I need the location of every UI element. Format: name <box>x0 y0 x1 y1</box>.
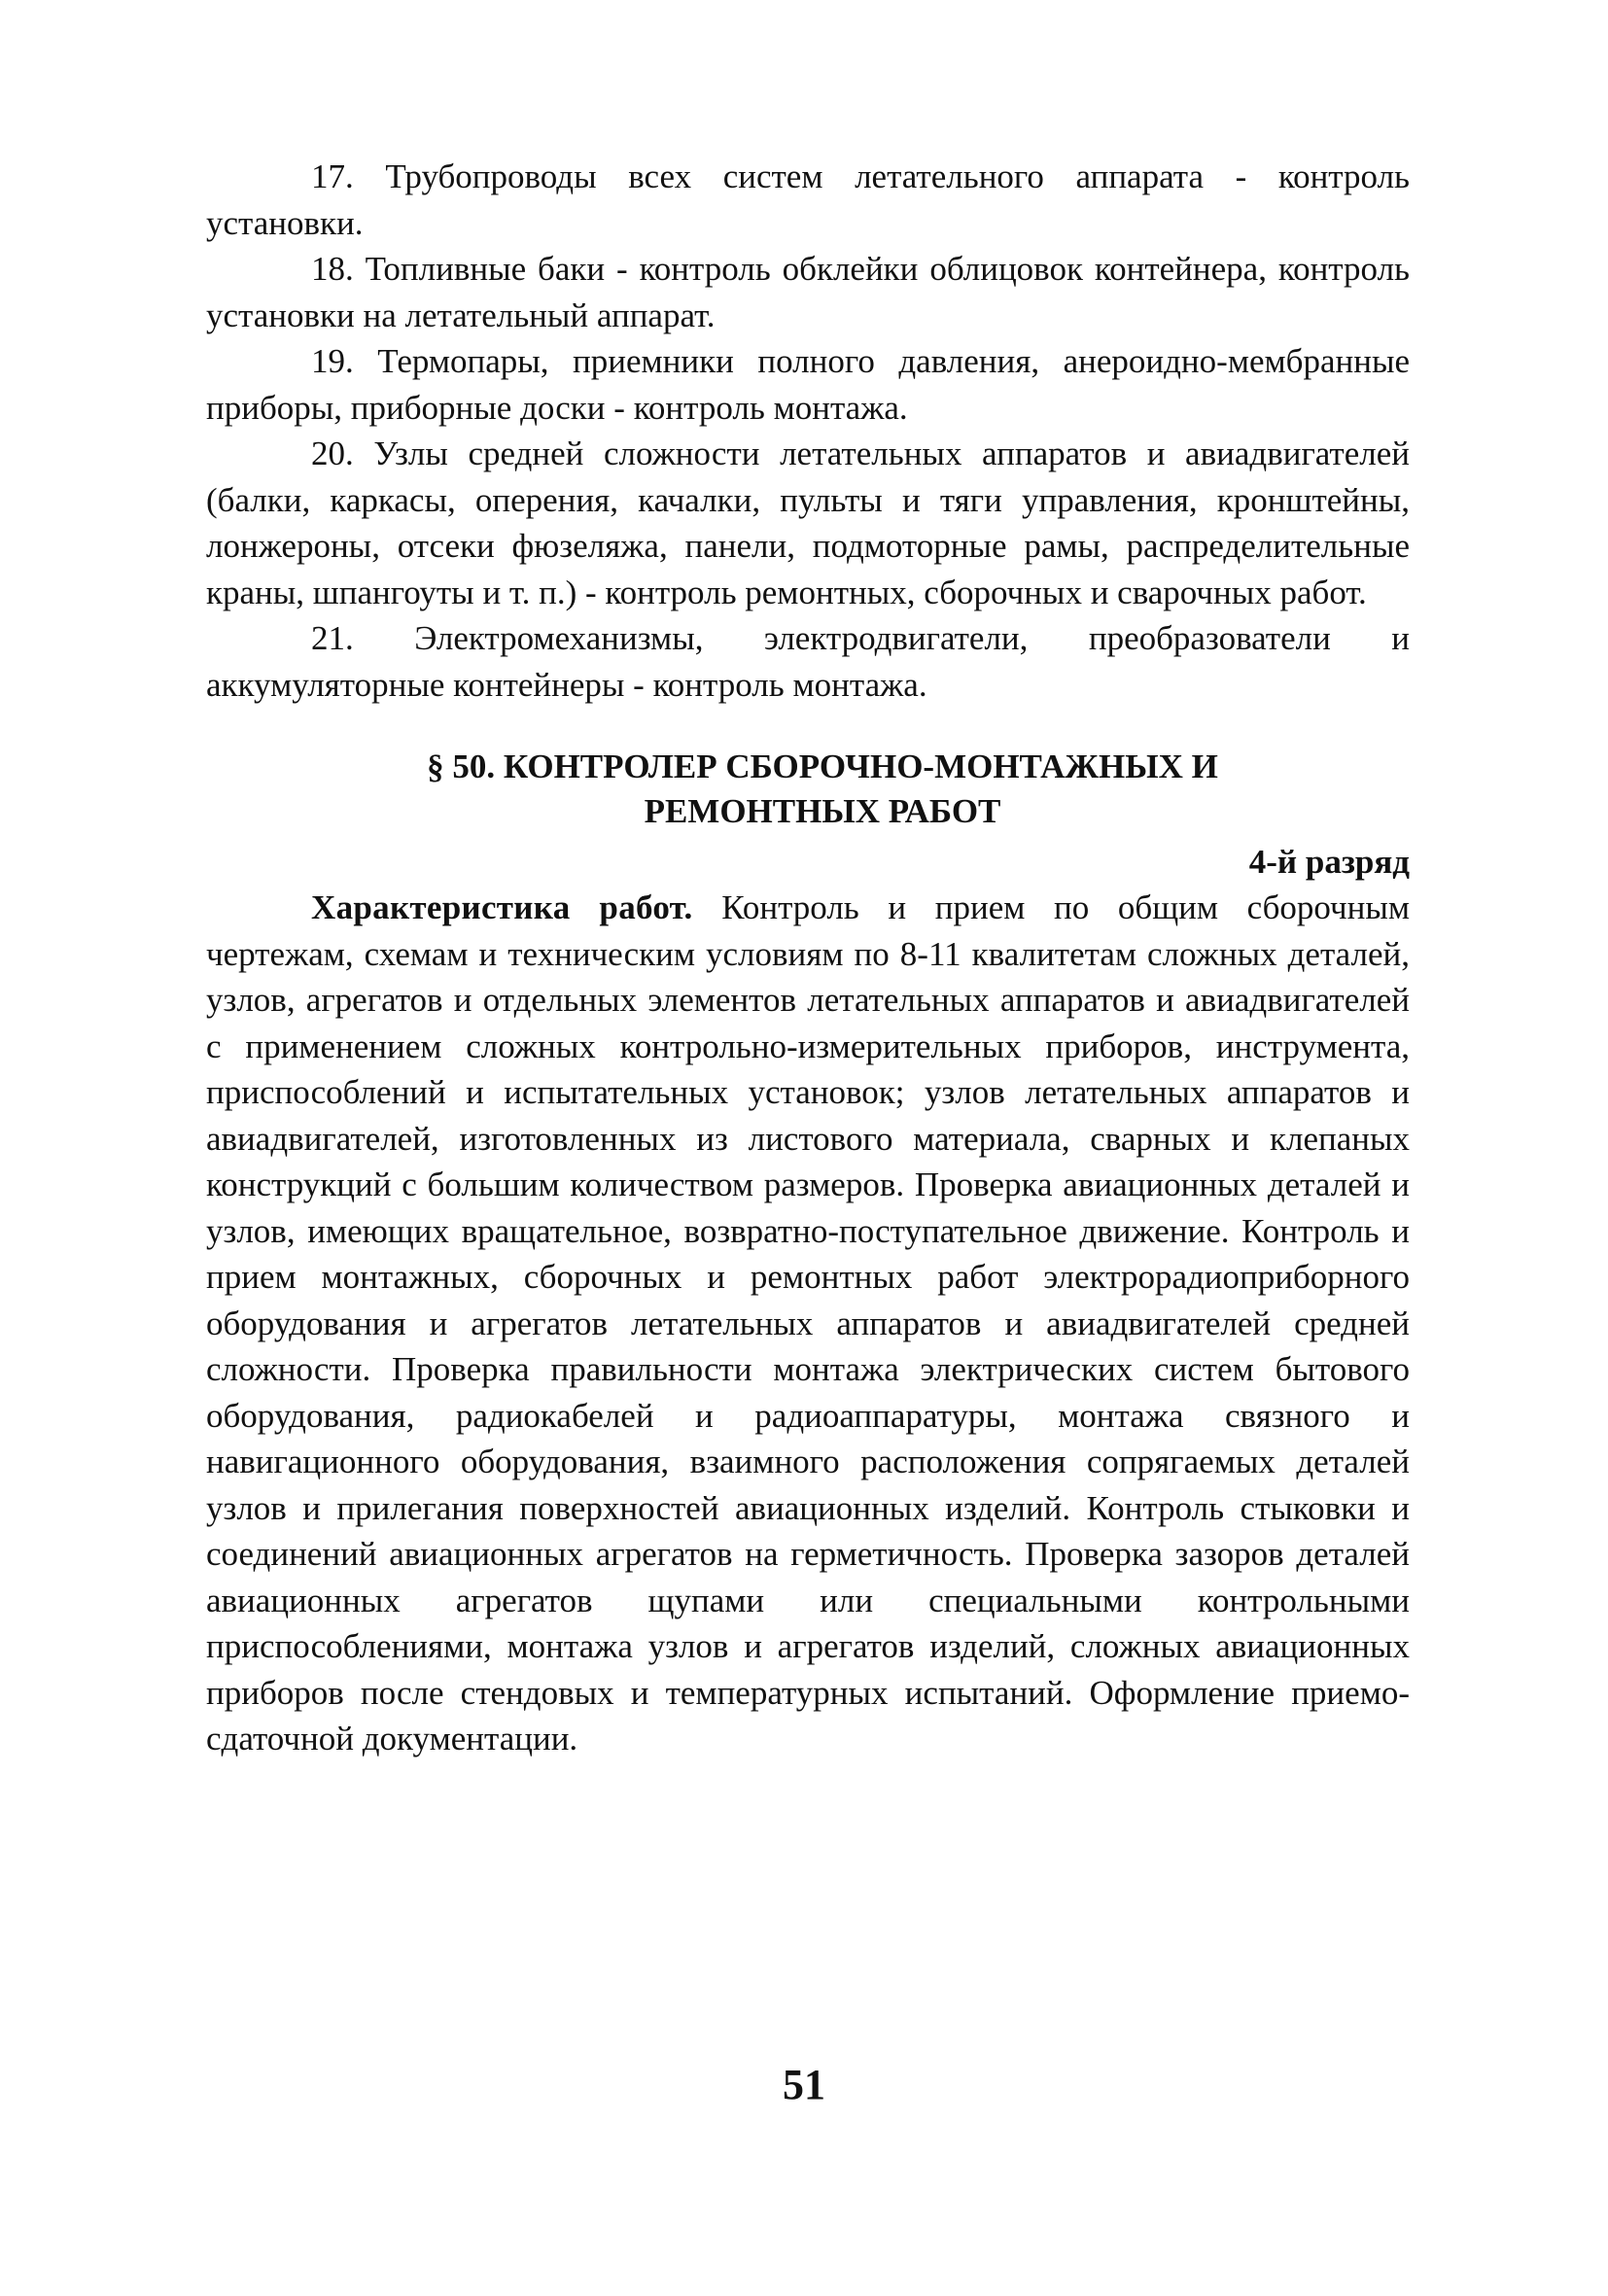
characteristics-lead: Характеристика работ. <box>311 888 693 926</box>
work-characteristics-paragraph <box>206 885 1410 1762</box>
item-number: 19. <box>311 342 354 380</box>
item-number: 20. <box>311 435 354 472</box>
section-heading <box>206 745 1410 834</box>
section-title-line-1: § 50. КОНТРОЛЕР СБОРОЧНО-МОНТАЖНЫХ И <box>427 748 1218 785</box>
list-item-19 <box>206 338 1410 431</box>
item-text: Электромеханизмы, электродвигатели, преобразователи и аккумуляторные контейнеры - контроль монтажа. <box>206 619 1410 704</box>
item-text: Топливные баки - контроль обклейки облицовок контейнера, контроль установки на летательный аппарат. <box>206 250 1410 334</box>
list-item-21 <box>206 615 1410 708</box>
list-item-17 <box>206 154 1410 246</box>
item-text: Термопары, приемники полного давления, анероидно-мембранные приборы, приборные доски - контроль монтажа. <box>206 342 1411 427</box>
item-number: 21. <box>311 619 354 657</box>
item-number: 17. <box>311 157 354 195</box>
list-item-20 <box>206 431 1410 615</box>
item-number: 18. <box>311 250 354 288</box>
characteristics-body: Контроль и прием по общим сборочным чертежам, схемам и техническим условиям по 8-11 квалитетам сложных деталей, узлов, агрегатов и отдельных элементов летательных аппаратов и авиадвигателей с применением сложных контрольно-измерительных приборов, инструмента, приспособлений и испытательных установок; узлов летательных аппаратов и авиадвигателей, изготовленных из листового материала, сварных и клепаных конструкций с большим количеством размеров. Проверка авиационных деталей и узлов, имеющих вращательное, возвратно-поступательное движение. Контроль и прием монтажных, сборочных и ремонтных работ электрорадиоприборного оборудования и агрегатов летательных аппаратов и авиадвигателей средней сложности. Проверка правильности монтажа электрических систем бытового оборудования, радиокабелей и радиоаппаратуры, монтажа связного и навигационного оборудования, взаимного расположения сопрягаемых деталей узлов и прилегания поверхностей авиационных изделий. Контроль стыковки и соединений авиационных агрегатов на герметичность. Проверка зазоров деталей авиационных агрегатов щупами или специальными контрольными приспособлениями, монтажа узлов и агрегатов изделий, сложных авиационных приборов после стендовых и температурных испытаний. Оформление приемо-сдаточной документации. <box>206 888 1411 1757</box>
page-content <box>206 154 1410 1762</box>
grade-label: 4-й разряд <box>1248 843 1410 881</box>
list-item-18 <box>206 246 1410 338</box>
page-number: 51 <box>783 2061 825 2108</box>
item-text: Трубопроводы всех систем летательного аппарата - контроль установки. <box>206 157 1410 242</box>
section-title-line-2: РЕМОНТНЫХ РАБОТ <box>644 792 1001 830</box>
item-text: Узлы средней сложности летательных аппаратов и авиадвигателей (балки, каркасы, оперения, качалки, пульты и тяги управления, кронштейны, лонжероны, отсеки фюзеляжа, панели, подмоторные рамы, распределительные краны, шпангоуты и т. п.) - контроль ремонтных, сборочных и сварочных работ. <box>206 435 1410 611</box>
